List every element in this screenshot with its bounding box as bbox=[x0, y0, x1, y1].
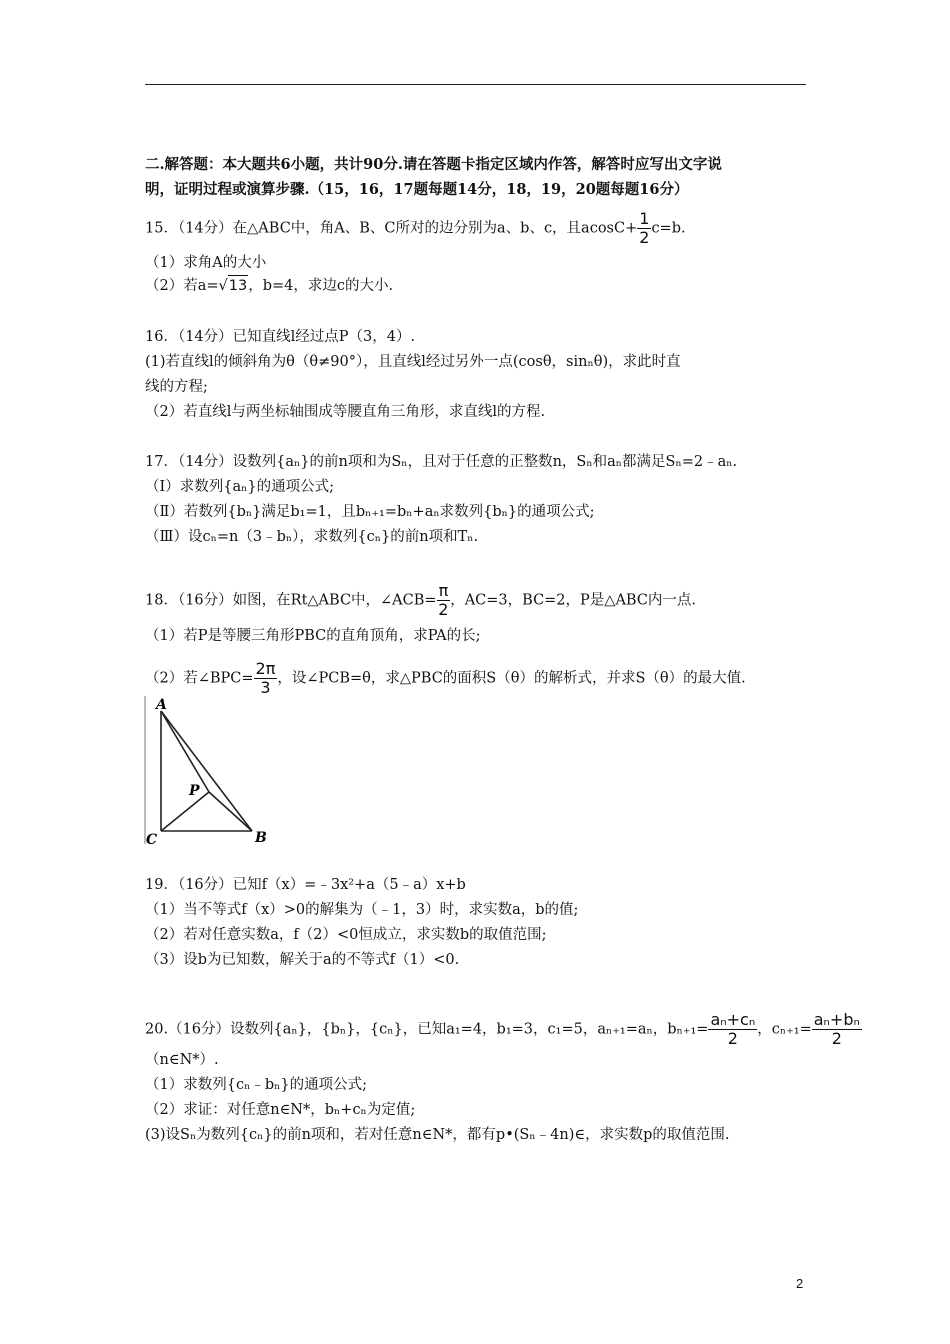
q18-part2-den: 3 bbox=[260, 678, 271, 697]
q17-part2: （Ⅱ）若数列{bₙ}满足b₁=1，且bₙ₊₁=bₙ+aₙ求数列{bₙ}的通项公式; bbox=[145, 504, 595, 520]
q15-stem-b: c=b. bbox=[651, 220, 686, 237]
q16-part1-line1: (1)若直线l的倾斜角为θ（θ≠90°），且直线l经过另外一点(cosθ，sinₙθ)，求此时直 bbox=[145, 354, 681, 370]
q19-stem: 19．（16分）已知f（x）=﹣3x²+a（5﹣a）x+b bbox=[145, 877, 466, 893]
q17-part3: （Ⅲ）设cₙ=n（3﹣bₙ），求数列{cₙ}的前n项和Tₙ. bbox=[145, 529, 479, 545]
label-B: B bbox=[255, 830, 267, 846]
q17-part1: （Ⅰ）求数列{aₙ}的通项公式; bbox=[145, 479, 334, 495]
q16-stem: 16．（14分）已知直线l经过点P（3，4）. bbox=[145, 329, 416, 345]
q18-stem-b: ，AC=3，BC=2，P是△ABC内一点. bbox=[450, 592, 697, 609]
section-title-line1: 二.解答题：本大题共6小题，共计90分.请在答题卡指定区域内作答，解答时应写出文字说 bbox=[145, 156, 722, 173]
q19-part1: （1）当不等式f（x）>0的解集为（﹣1，3）时，求实数a，b的值; bbox=[145, 902, 579, 918]
q20-fraction-b bbox=[708, 1011, 757, 1048]
q15-frac-den: 2 bbox=[639, 228, 650, 247]
q20-stem-a: 20.（16分）设数列{aₙ}，{bₙ}，{cₙ}，已知a₁=4，b₁=3，c₁=5，aₙ₊₁=aₙ，bₙ₊₁= bbox=[145, 1021, 709, 1038]
segment-PB bbox=[209, 792, 252, 831]
side-AB bbox=[161, 711, 252, 831]
q18-stem-a: 18．（16分）如图，在Rt△ABC中，∠ACB= bbox=[145, 592, 437, 609]
q15-stem bbox=[145, 210, 686, 247]
q17-stem: 17．（14分）设数列{aₙ}的前n项和为Sₙ，且对于任意的正整数n，Sₙ和aₙ都满足Sₙ=2﹣aₙ. bbox=[145, 454, 738, 470]
q18-part2-b: ，设∠PCB=θ，求△PBC的面积S（θ）的解析式，并求S（θ）的最大值. bbox=[277, 670, 746, 687]
q18-part2 bbox=[145, 660, 746, 697]
q15-stem-a: 15．（14分）在△ABC中，角A、B、C所对的边分别为a、b、c，且acosC+ bbox=[145, 220, 638, 237]
q19-part3: （3）设b为已知数，解关于a的不等式f（1）<0. bbox=[145, 952, 460, 968]
segment-CP bbox=[161, 792, 209, 831]
q20-line2: （n∈N*）. bbox=[145, 1052, 219, 1068]
q20-f2-num: aₙ+bₙ bbox=[813, 1010, 860, 1029]
segment-AP bbox=[161, 711, 209, 792]
q20-part2: （2）求证：对任意n∈N*，bₙ+cₙ为定值; bbox=[145, 1102, 416, 1118]
label-A: A bbox=[156, 697, 167, 713]
q20-f2-den: 2 bbox=[831, 1029, 842, 1048]
q15-sqrt-value: 13 bbox=[228, 275, 248, 296]
q16-part2: （2）若直线l与两坐标轴围成等腰直角三角形，求直线l的方程. bbox=[145, 404, 546, 420]
q20-stem bbox=[145, 1011, 862, 1048]
q16-part1-line2: 线的方程; bbox=[145, 379, 208, 395]
triangle-figure bbox=[143, 694, 278, 849]
q18-part2-a: （2）若∠BPC= bbox=[145, 670, 254, 687]
q20-fraction-c bbox=[812, 1011, 862, 1048]
q19-part2: （2）若对任意实数a，f（2）<0恒成立，求实数b的取值范围; bbox=[145, 927, 547, 943]
q15-part2 bbox=[145, 275, 393, 296]
q15-part1: （1）求角A的大小 bbox=[145, 255, 267, 271]
q18-part2-fraction bbox=[254, 660, 278, 697]
q20-part3: (3)设Sₙ为数列{cₙ}的前n项和，若对任意n∈N*，都有p•(Sₙ﹣4n)∈，求实数p的取值范围. bbox=[145, 1127, 730, 1143]
q20-stem-mid: ，cₙ₊₁= bbox=[757, 1021, 812, 1038]
q18-stem bbox=[145, 582, 696, 619]
q15-part2-a: （2）若a= bbox=[145, 278, 219, 294]
q18-part1: （1）若P是等腰三角形PBC的直角顶角，求PA的长; bbox=[145, 628, 481, 644]
sqrt-icon: √ bbox=[218, 278, 228, 294]
q18-frac-den: 2 bbox=[438, 600, 449, 619]
page-number: 2 bbox=[796, 1276, 804, 1291]
q18-part2-num: 2π bbox=[255, 659, 276, 678]
q20-part1: （1）求数列{cₙ﹣bₙ}的通项公式; bbox=[145, 1077, 368, 1093]
label-C: C bbox=[146, 832, 158, 848]
q15-frac-num: 1 bbox=[639, 209, 650, 228]
header-rule bbox=[145, 84, 806, 85]
q18-fraction bbox=[437, 582, 451, 619]
label-P: P bbox=[189, 783, 200, 799]
q20-f1-num: aₙ+cₙ bbox=[710, 1010, 756, 1029]
q15-fraction bbox=[637, 210, 651, 247]
q15-part2-b: ，b=4，求边c的大小. bbox=[248, 278, 394, 294]
q18-frac-num: π bbox=[438, 581, 449, 600]
section-title-line2: 明，证明过程或演算步骤.（15，16，17题每题14分，18，19，20题每题16分） bbox=[145, 181, 689, 198]
q20-f1-den: 2 bbox=[727, 1029, 738, 1048]
